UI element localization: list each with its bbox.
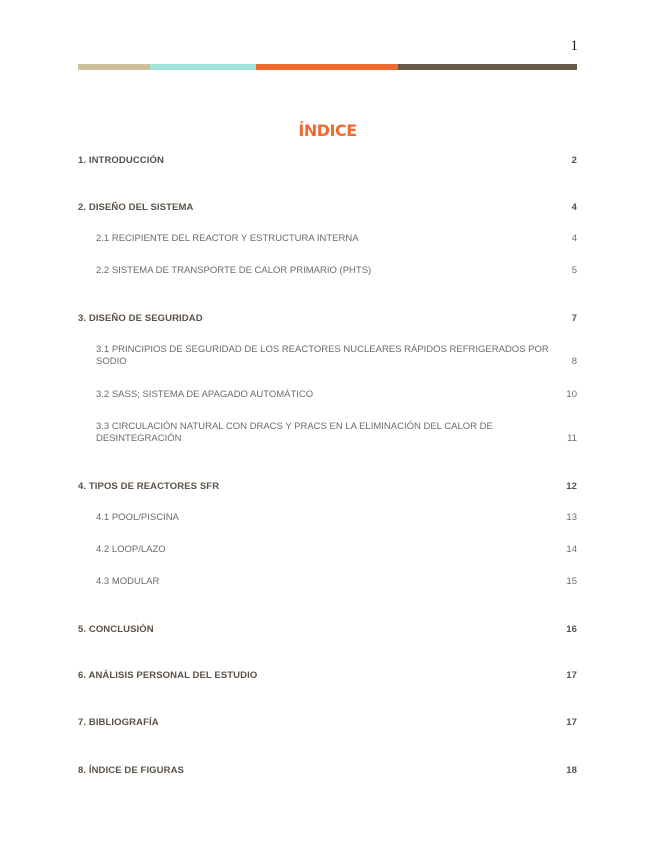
toc-entry[interactable] (78, 717, 577, 728)
toc-entry-page: 7 (571, 313, 577, 324)
toc-entry-page: 13 (566, 512, 577, 523)
toc-subentry[interactable] (96, 265, 577, 277)
toc-entry[interactable] (78, 624, 577, 635)
toc-entry-page: 10 (566, 389, 577, 400)
toc-subentry[interactable] (96, 512, 577, 524)
toc-entry-label: 3.1 PRINCIPIOS DE SEGURIDAD DE LOS REACTORES NUCLEARES RÁPIDOS REFRIGERADOS POR SODIO (96, 344, 549, 367)
toc-subentry[interactable] (96, 389, 577, 401)
toc-entry-label: 3.2 SASS; SISTEMA DE APAGADO AUTOMÁTICO (96, 389, 314, 400)
toc-entry[interactable] (78, 202, 577, 213)
toc-entry-page: 16 (566, 624, 577, 635)
toc-entry-page: 2 (571, 155, 577, 166)
toc-entry[interactable] (78, 765, 577, 776)
toc-entry-page: 11 (567, 433, 577, 444)
toc-entry-page: 4 (571, 233, 577, 244)
color-bar-segment-3 (256, 64, 398, 70)
toc-entry-label: 2.1 RECIPIENTE DEL REACTOR Y ESTRUCTURA INTERNA (96, 233, 359, 244)
toc-entry-page: 14 (566, 544, 577, 555)
toc-entry[interactable] (78, 481, 577, 492)
toc-entry-label: 2. DISEÑO DEL SISTEMA (78, 202, 194, 213)
toc-entry-page: 18 (566, 765, 577, 776)
toc-entry-page: 8 (571, 356, 577, 367)
toc-entry-label: 2.2 SISTEMA DE TRANSPORTE DE CALOR PRIMARIO (PHTS) (96, 265, 372, 276)
toc-entry-label: 1. INTRODUCCIÓN (78, 155, 164, 166)
toc-entry-page: 4 (571, 202, 577, 213)
toc-entry-label: 6. ANÁLISIS PERSONAL DEL ESTUDIO (78, 670, 258, 681)
toc-entry-page: 17 (566, 717, 577, 728)
color-bar-segment-1 (78, 64, 150, 70)
toc-subentry[interactable] (96, 344, 577, 368)
toc-subentry[interactable] (96, 233, 577, 245)
toc-entry[interactable] (78, 313, 577, 324)
toc-entry-label: 3. DISEÑO DE SEGURIDAD (78, 313, 203, 324)
toc-subentry[interactable] (96, 576, 577, 588)
toc-entry-label: 7. BIBLIOGRAFÍA (78, 717, 159, 728)
toc-entry-page: 5 (571, 265, 577, 276)
toc-entry[interactable] (78, 155, 577, 166)
color-bar-segment-2 (150, 64, 256, 70)
header-color-bar (78, 64, 577, 70)
toc-entry-page: 12 (566, 481, 577, 492)
page-number: 1 (570, 38, 578, 54)
toc-entry-label: 4.2 LOOP/LAZO (96, 544, 166, 555)
color-bar-segment-4 (398, 64, 577, 70)
toc-entry-label: 4. TIPOS DE REACTORES SFR (78, 481, 220, 492)
toc-entry-page: 17 (566, 670, 577, 681)
toc-entry-label: 5. CONCLUSIÓN (78, 624, 154, 635)
toc-entry-label: 8. ÍNDICE DE FIGURAS (78, 765, 184, 776)
toc-entry-label: 3.3 CIRCULACIÓN NATURAL CON DRACS Y PRACS EN LA ELIMINACIÓN DEL CALOR DE DESINTEGRACIÓN (96, 421, 493, 444)
toc-subentry[interactable] (96, 544, 577, 556)
toc-subentry[interactable] (96, 421, 577, 445)
toc-entry-label: 4.1 POOL/PISCINA (96, 512, 179, 523)
toc-entry[interactable] (78, 670, 577, 681)
toc-entry-page: 15 (566, 576, 577, 587)
toc-entry-label: 4.3 MODULAR (96, 576, 160, 587)
page-title: ÍNDICE (298, 121, 357, 140)
